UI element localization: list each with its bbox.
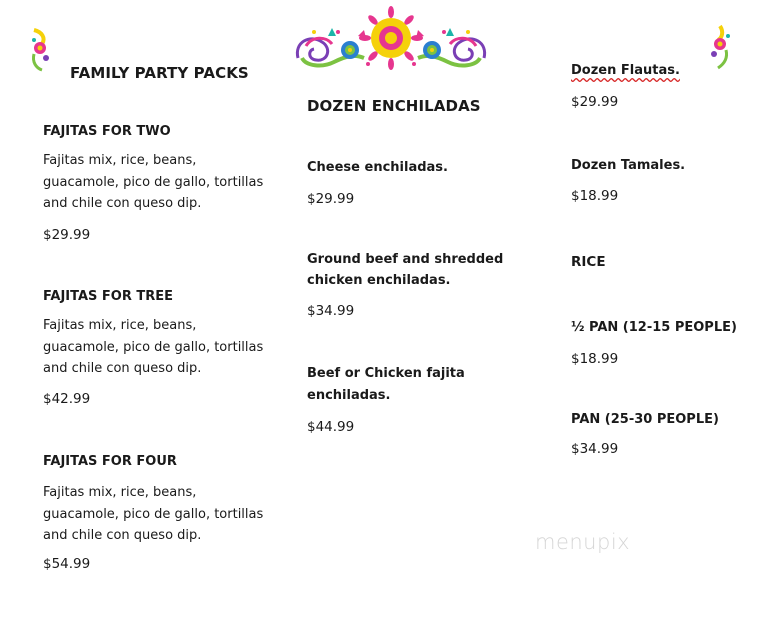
dozen-enchiladas-title: DOZEN ENCHILADAS: [307, 97, 481, 115]
menupix-watermark: menupix: [535, 530, 631, 554]
menu-item-name: FAJITAS FOR FOUR: [43, 454, 177, 469]
rice-title: RICE: [571, 254, 606, 270]
menu-item-price: $29.99: [43, 227, 91, 243]
menu-item-name: Dozen Flautas.: [571, 63, 680, 78]
menu-item-description: Fajitas mix, rice, beans, guacamole, pico de gallo, tortillas and chile con queso dip.: [43, 318, 264, 376]
menu-item-name: FAJITAS FOR TREE: [43, 289, 174, 304]
menu-item-name: Dozen Tamales.: [571, 158, 686, 173]
menu-item-name: ½ PAN (12-15 PEOPLE): [571, 320, 737, 335]
right-corner-floral-icon: [708, 24, 732, 70]
menu-item-price: $42.99: [43, 391, 91, 407]
family-party-packs-title: FAMILY PARTY PACKS: [70, 64, 249, 82]
menu-item-price: $44.99: [307, 419, 355, 435]
floral-ornament: [292, 6, 490, 76]
menu-item-price: $54.99: [43, 556, 91, 572]
left-corner-floral-icon: [30, 28, 54, 72]
menu-item-name: FAJITAS FOR TWO: [43, 124, 171, 139]
menu-item-price: $18.99: [571, 351, 619, 367]
menu-item-name: Cheese enchiladas.: [307, 160, 448, 175]
menu-item-price: $29.99: [307, 191, 355, 207]
menu-item-name: Ground beef and shredded chicken enchiladas.: [307, 252, 504, 288]
right-swirl-icon: [412, 28, 485, 66]
left-swirl-icon: [297, 28, 370, 66]
menu-item-price: $18.99: [571, 188, 619, 204]
menu-item-description: Fajitas mix, rice, beans, guacamole, pico de gallo, tortillas and chile con queso dip.: [43, 485, 264, 543]
menu-item-price: $34.99: [307, 303, 355, 319]
center-flower-icon: [359, 6, 423, 70]
menu-item-description: Fajitas mix, rice, beans, guacamole, pico de gallo, tortillas and chile con queso dip.: [43, 153, 264, 211]
menu-item-price: $34.99: [571, 441, 619, 457]
menu-item-name: PAN (25-30 PEOPLE): [571, 412, 719, 427]
menu-item-name: Beef or Chicken fajita enchiladas.: [307, 366, 465, 403]
menu-item-price: $29.99: [571, 94, 619, 110]
